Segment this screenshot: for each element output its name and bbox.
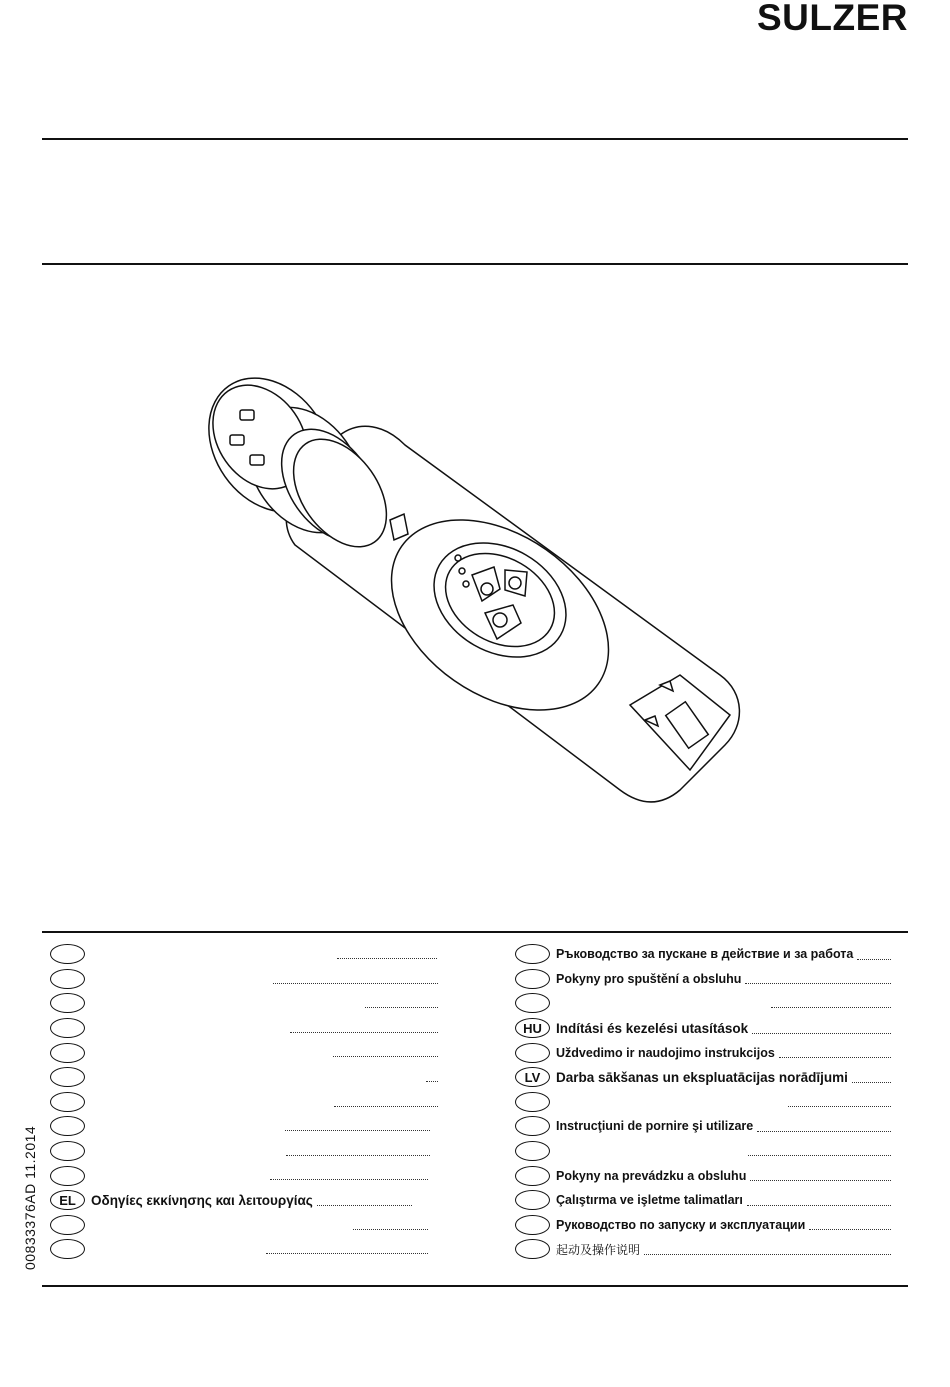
- language-badge: [515, 1190, 550, 1210]
- top-rule: [42, 138, 908, 140]
- document-code: 00833376AD 11.2014: [22, 1125, 38, 1270]
- language-badge: [50, 1166, 85, 1186]
- language-badge: EL: [50, 1190, 85, 1210]
- language-badge: [515, 944, 550, 964]
- toc-item[interactable]: [515, 1237, 893, 1262]
- language-badge: [515, 1092, 550, 1112]
- toc-item[interactable]: [50, 1213, 440, 1238]
- toc-item[interactable]: [50, 1188, 440, 1213]
- language-badge: LV: [515, 1067, 550, 1087]
- sulzer-logo: SULZER: [757, 0, 908, 38]
- toc-title: Pokyny pro spuštění a obsluhu: [556, 971, 742, 986]
- toc-item[interactable]: [515, 1090, 893, 1115]
- toc-item[interactable]: [50, 1065, 440, 1090]
- toc-item[interactable]: [50, 1139, 440, 1164]
- toc-right-column: [515, 942, 893, 1262]
- toc-title: Pokyny na prevádzku a obsluhu: [556, 1168, 747, 1183]
- toc-title: Οδηγίες εκκίνησης και λειτουργίας: [91, 1192, 313, 1208]
- toc-item[interactable]: [515, 1213, 893, 1238]
- language-badge: [515, 1116, 550, 1136]
- device-illustration: [200, 375, 760, 815]
- toc-item[interactable]: [515, 1065, 893, 1090]
- toc-item[interactable]: [515, 1139, 893, 1164]
- toc-bottom-rule: [42, 1285, 908, 1287]
- language-badge: [515, 1166, 550, 1186]
- language-badge: HU: [515, 1018, 550, 1038]
- toc-item[interactable]: [50, 1163, 440, 1188]
- toc-item[interactable]: [515, 1163, 893, 1188]
- toc-item[interactable]: [515, 1188, 893, 1213]
- language-badge: [515, 969, 550, 989]
- toc-title: Instrucţiuni de pornire şi utilizare: [556, 1119, 754, 1134]
- language-badge: [515, 1215, 550, 1235]
- language-badge: [50, 969, 85, 989]
- toc-top-rule: [42, 931, 908, 933]
- toc-item[interactable]: [515, 1016, 893, 1041]
- toc-item[interactable]: [515, 942, 893, 967]
- toc-item[interactable]: [515, 1114, 893, 1139]
- language-badge: [50, 1067, 85, 1087]
- toc-item[interactable]: [50, 1090, 440, 1115]
- language-badge: [50, 1141, 85, 1161]
- language-badge: [50, 993, 85, 1013]
- language-badge: [50, 1215, 85, 1235]
- toc-item[interactable]: [515, 967, 893, 992]
- toc-item[interactable]: [50, 942, 440, 967]
- language-badge: [50, 1239, 85, 1259]
- language-badge: [50, 1043, 85, 1063]
- toc-item[interactable]: [50, 1016, 440, 1041]
- toc-title: Indítási és kezelési utasítások: [556, 1020, 749, 1036]
- language-badge: [50, 1018, 85, 1038]
- language-badge: [50, 1116, 85, 1136]
- language-badge: [50, 944, 85, 964]
- toc-title: 起动及操作说明: [556, 1242, 641, 1257]
- toc-item[interactable]: [515, 991, 893, 1016]
- toc-left-column: [50, 942, 440, 1262]
- language-badge: [515, 1239, 550, 1259]
- second-rule: [42, 263, 908, 265]
- toc-item[interactable]: [50, 967, 440, 992]
- language-badge: [515, 1141, 550, 1161]
- language-badge: [515, 1043, 550, 1063]
- toc-title: Darba sākšanas un ekspluatācijas norādījumi: [556, 1069, 848, 1085]
- toc-item[interactable]: [515, 1040, 893, 1065]
- toc-item[interactable]: [50, 991, 440, 1016]
- toc-title: Руководство по запуску и эксплуатации: [556, 1217, 806, 1232]
- toc-title: Çalıştırma ve işletme talimatları: [556, 1193, 743, 1208]
- toc-title: Ръководство за пускане в действие и за работа: [556, 947, 854, 962]
- toc-item[interactable]: [50, 1114, 440, 1139]
- language-badge: [515, 993, 550, 1013]
- toc-item[interactable]: [50, 1040, 440, 1065]
- toc-item[interactable]: [50, 1237, 440, 1262]
- language-badge: [50, 1092, 85, 1112]
- toc-title: Uždvedimo ir naudojimo instrukcijos: [556, 1045, 775, 1060]
